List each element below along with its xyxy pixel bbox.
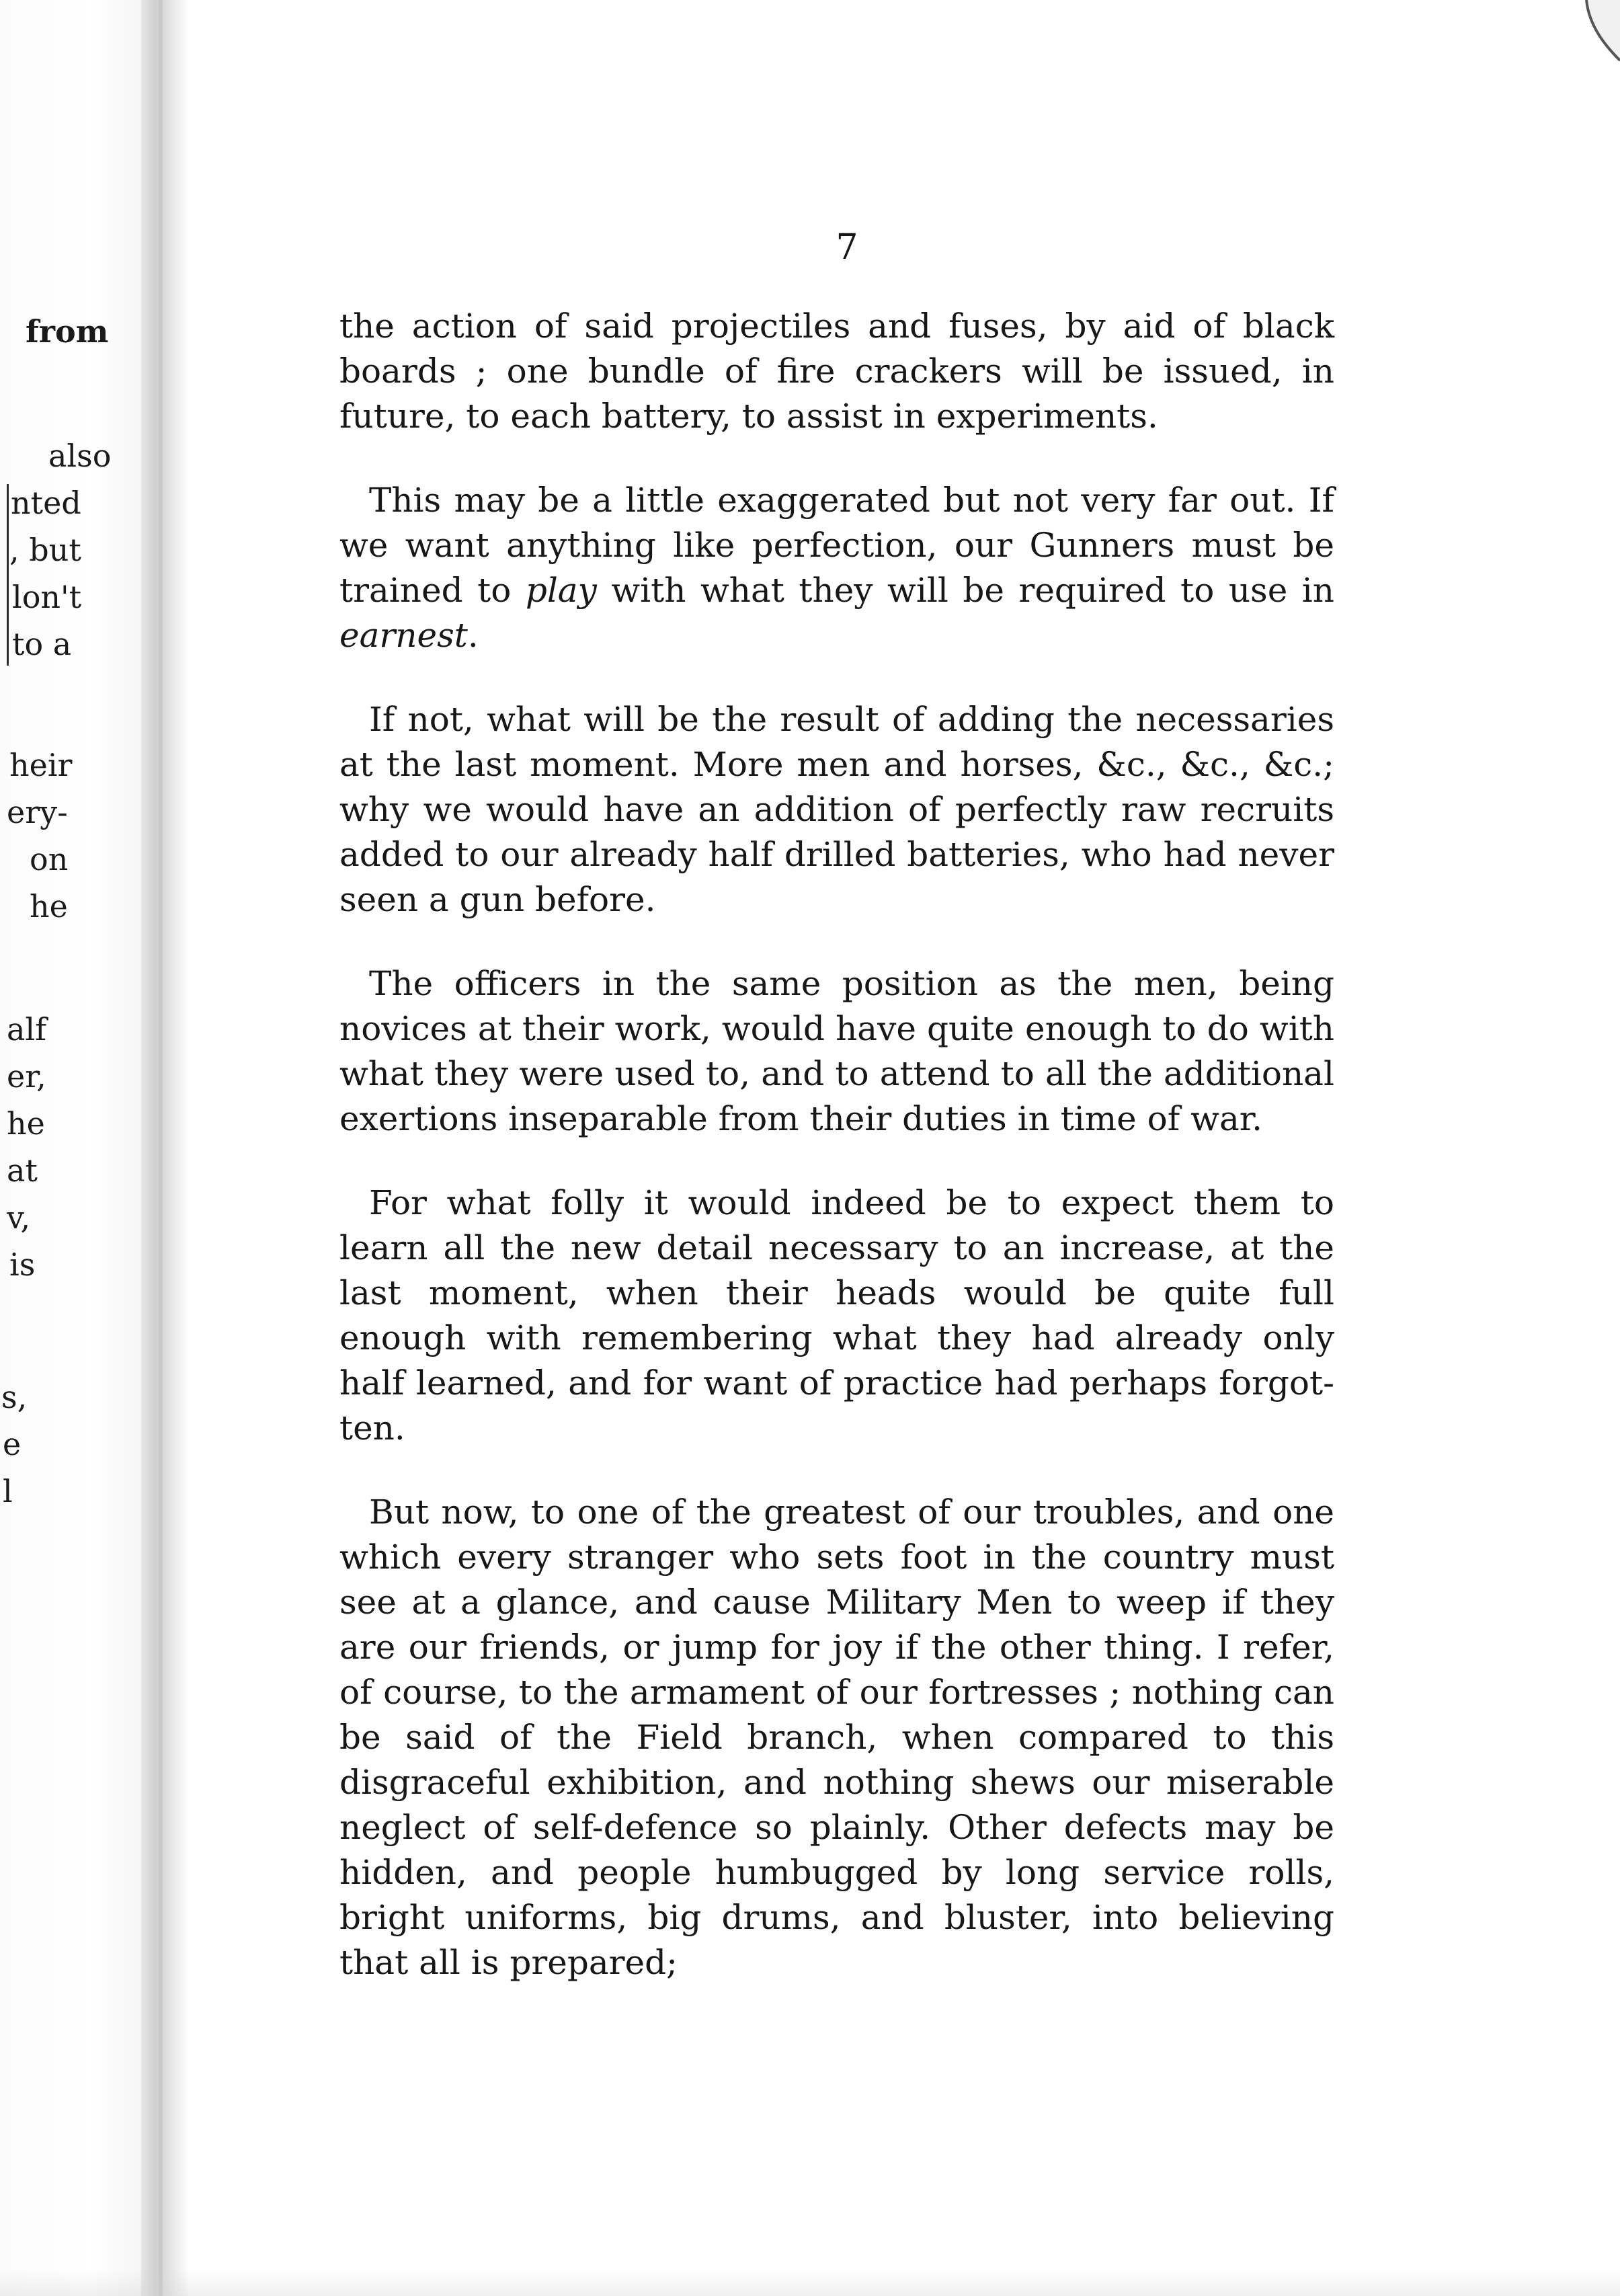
page-number: 7 bbox=[836, 227, 858, 268]
fragment-text: also bbox=[48, 438, 112, 474]
fragment-text: he bbox=[30, 888, 68, 924]
fragment-text: at bbox=[7, 1152, 38, 1189]
fragment-text: er, bbox=[7, 1058, 46, 1095]
paragraph: For what folly it would indeed be to expect them to learn all the new detail necessary to an increase, at the last moment, when their heads would be quite full enough with remembering what they had already only half learned, and for want of practice had perhaps forgotten. bbox=[339, 1183, 1334, 1448]
fragment-text: lon't bbox=[12, 579, 82, 615]
binding-gutter-shadow bbox=[141, 0, 188, 2296]
italic-word: play bbox=[525, 571, 597, 610]
fragment-text: heir bbox=[9, 747, 73, 783]
page-corner-curl bbox=[1580, 0, 1620, 81]
body-text bbox=[339, 304, 1334, 1985]
paragraph-text: . bbox=[467, 616, 479, 655]
paragraph: If not, what will be the result of adding the necessaries at the last moment. More men and horses, &c., &c., &c.; why we would have an addition of perfectly raw recruits added to our already half drilled batteries, who had never seen a gun before. bbox=[339, 700, 1334, 919]
fragment-text: is bbox=[9, 1246, 36, 1283]
fragment-text: to a bbox=[12, 626, 72, 662]
fragment-text: on bbox=[30, 841, 69, 877]
fragment-text: ery- bbox=[7, 794, 68, 830]
fragment-text: e bbox=[3, 1426, 22, 1462]
binding-gutter-line bbox=[159, 0, 163, 2296]
paragraph: But now, to one of the greatest of our troubles, and one which every stranger who sets foot in the country must see at a glance, and cause Military Men to weep if they are our friends, or jump for joy if the other thing. I refer, of course, to the armament of our fortresses ; nothing can be said of the Field branch, when compared to this disgraceful exhibition, and nothing shews our miserable neglect of self-defence so plainly. Other defects may be hidden, and people humbugged by long service rolls, bright uniforms, big drums, and bluster, into believing that all is prepared; bbox=[339, 1493, 1334, 1982]
fragment-text: he bbox=[7, 1105, 45, 1142]
fragment-text: s, bbox=[1, 1379, 28, 1415]
fragment-text: alf bbox=[7, 1011, 47, 1047]
fragment-text: from bbox=[26, 313, 109, 350]
paragraph: the action of said projectiles and fuses, by aid of black boards ; one bundle of fire crackers will be issued, in future, to each battery, to assist in experiments. bbox=[339, 307, 1334, 436]
paragraph-text: with what they will be required to use in bbox=[596, 571, 1334, 610]
bottom-page-shadow bbox=[0, 2269, 1620, 2296]
fragment-text: l bbox=[3, 1473, 13, 1509]
facing-page-rule bbox=[7, 484, 9, 666]
italic-word: earnest bbox=[339, 616, 468, 655]
fragment-text: nted bbox=[11, 485, 81, 521]
fragment-text: v, bbox=[7, 1199, 31, 1236]
fragment-text: , but bbox=[9, 532, 81, 568]
paragraph-text: This may be a little exaggerated but not very far out. If we want anything like perfection, our Gunners must be trained to bbox=[339, 481, 1334, 610]
paragraph bbox=[339, 478, 1334, 658]
paragraph: The officers in the same position as the men, being novices at their work, would have quite enough to do with what they were used to, and to attend to all the additional exertions inseparable from their duties in time of war. bbox=[339, 964, 1334, 1138]
